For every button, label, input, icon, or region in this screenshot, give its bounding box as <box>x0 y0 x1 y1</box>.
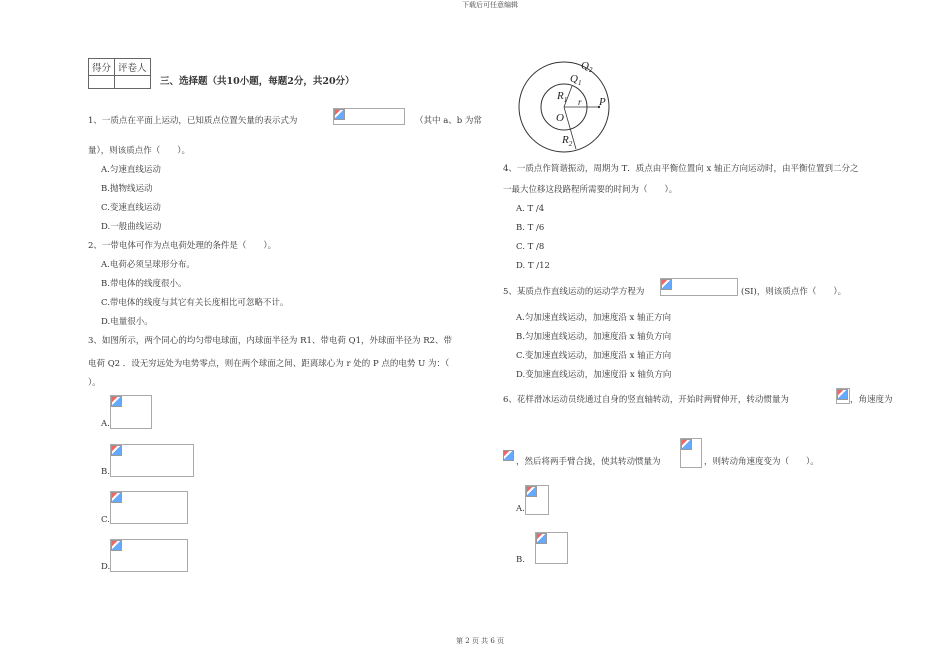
q6-option-b-image <box>535 532 568 564</box>
q2-option-a: A.电荷必须呈球形分布。 <box>101 260 195 270</box>
q3-line3: ）。 <box>88 378 101 388</box>
q2-stem: 2、一带电体可作为点电荷处理的条件是（ ）。 <box>88 241 277 251</box>
broken-image-icon <box>111 492 122 503</box>
q3-option-a-label: A. <box>101 419 110 429</box>
score-label: 得分 <box>89 59 115 76</box>
broken-image-icon <box>111 396 122 407</box>
q5-formula-image <box>660 278 738 296</box>
q5-option-a: A.匀加速直线运动，加速度沿 x 轴正方向 <box>516 313 672 323</box>
q6-inertia-initial-image <box>836 388 850 404</box>
q1-option-c: C.变速直线运动 <box>101 203 161 213</box>
q2-option-d: D.电量很小。 <box>101 317 153 327</box>
label-r: r <box>578 97 582 107</box>
broken-image-icon <box>526 486 537 497</box>
broken-image-icon <box>837 389 848 400</box>
q3-option-c-label: C. <box>101 515 110 525</box>
q2-option-c: C.带电体的线度与其它有关长度相比可忽略不计。 <box>101 298 289 308</box>
q4-option-b: B. T /6 <box>516 223 545 233</box>
broken-image-icon <box>681 439 692 450</box>
label-q2: $Q_2$ <box>581 60 593 74</box>
broken-image-icon <box>661 279 672 290</box>
q5-option-d: D.变加速直线运动，加速度沿 x 轴负方向 <box>516 370 672 380</box>
q6-inertia-final-image <box>680 438 702 468</box>
concentric-spheres-figure <box>512 55 616 159</box>
q5-option-b: B.匀加速直线运动，加速度沿 x 轴负方向 <box>516 332 672 342</box>
q6-omega-image <box>503 450 514 461</box>
q5-option-c: C.变加速直线运动，加速度沿 x 轴正方向 <box>516 351 672 361</box>
q3-option-b-label: B. <box>101 467 110 477</box>
broken-image-icon <box>536 533 547 544</box>
q6-line1-post: ，角速度为 <box>850 395 893 405</box>
q1-formula-image <box>333 108 405 125</box>
q6-line1-pre: 6、花样滑冰运动员绕通过自身的竖直轴转动，开始时两臂伸开，转动惯量为 <box>503 395 789 405</box>
q4-option-c: C. T /8 <box>516 242 545 252</box>
q1-option-d: D.一般曲线运动 <box>101 222 162 232</box>
q6-option-a-image <box>525 485 549 515</box>
q5-line-post: (SI)，则该质点作（ ）。 <box>741 287 847 297</box>
q3-option-c-image <box>110 491 188 524</box>
q4-line2: 一最大位移这段路程所需要的时间为（ ）。 <box>503 185 678 195</box>
label-q1: $Q_1$ <box>570 73 582 87</box>
label-o: O <box>556 112 564 124</box>
q2-option-b: B.带电体的线度很小。 <box>101 279 187 289</box>
q1-line1-pre: 1、一质点在平面上运动，已知质点位置矢量的表示式为 <box>88 116 298 126</box>
score-cell <box>89 76 115 89</box>
broken-image-icon <box>111 540 122 551</box>
grader-cell <box>115 76 151 89</box>
q4-option-d: D. T /12 <box>516 261 550 271</box>
q4-line1: 4、一质点作简谐振动，周期为 T．质点由平衡位置向 x 轴正方向运动时，由平衡位置到二分之 <box>503 164 859 174</box>
label-r1: $R_1$ <box>557 90 568 104</box>
broken-image-icon <box>334 109 345 120</box>
q3-option-d-label: D. <box>101 562 111 572</box>
grader-label: 评卷人 <box>115 59 151 76</box>
q3-option-d-image <box>110 539 188 572</box>
q4-option-a: A. T /4 <box>516 204 545 214</box>
q1-option-a: A.匀速直线运动 <box>101 165 161 175</box>
q3-option-b-image <box>110 444 194 477</box>
label-p: P <box>599 96 606 108</box>
broken-image-icon <box>111 445 122 456</box>
q1-line2: 量），则该质点作（ ）。 <box>88 146 191 156</box>
q1-line1-post: （其中 a、b 为常 <box>415 116 482 126</box>
q6-option-b-label: B. <box>516 555 525 565</box>
q5-line-pre: 5、某质点作直线运动的运动学方程为 <box>503 287 645 297</box>
header-note: 下载后可任意编辑 <box>462 1 518 9</box>
q6-line2-mid: ，然后将两手臂合拢，使其转动惯量为 <box>516 457 661 467</box>
q6-line2-post: ，则转动角速度变为（ ）。 <box>704 457 819 467</box>
q3-option-a-image <box>110 395 152 429</box>
q1-option-b: B.抛物线运动 <box>101 184 153 194</box>
q6-option-a-label: A. <box>516 504 525 514</box>
q3-line1: 3、如图所示，两个同心的均匀带电球面，内球面半径为 R1、带电荷 Q1，外球面半径为 R2、带 <box>88 336 453 346</box>
score-table <box>88 58 151 89</box>
page-footer: 第 2 页 共 6 页 <box>456 637 505 645</box>
label-r2: $R_2$ <box>562 134 573 148</box>
q3-line2: 电荷 Q2 ．设无穷远处为电势零点，则在两个球面之间、距离球心为 r 处的 P 点的电势 U 为：（ <box>88 359 450 369</box>
section-title: 三、选择题（共10小题，每题2分，共20分） <box>160 76 355 87</box>
